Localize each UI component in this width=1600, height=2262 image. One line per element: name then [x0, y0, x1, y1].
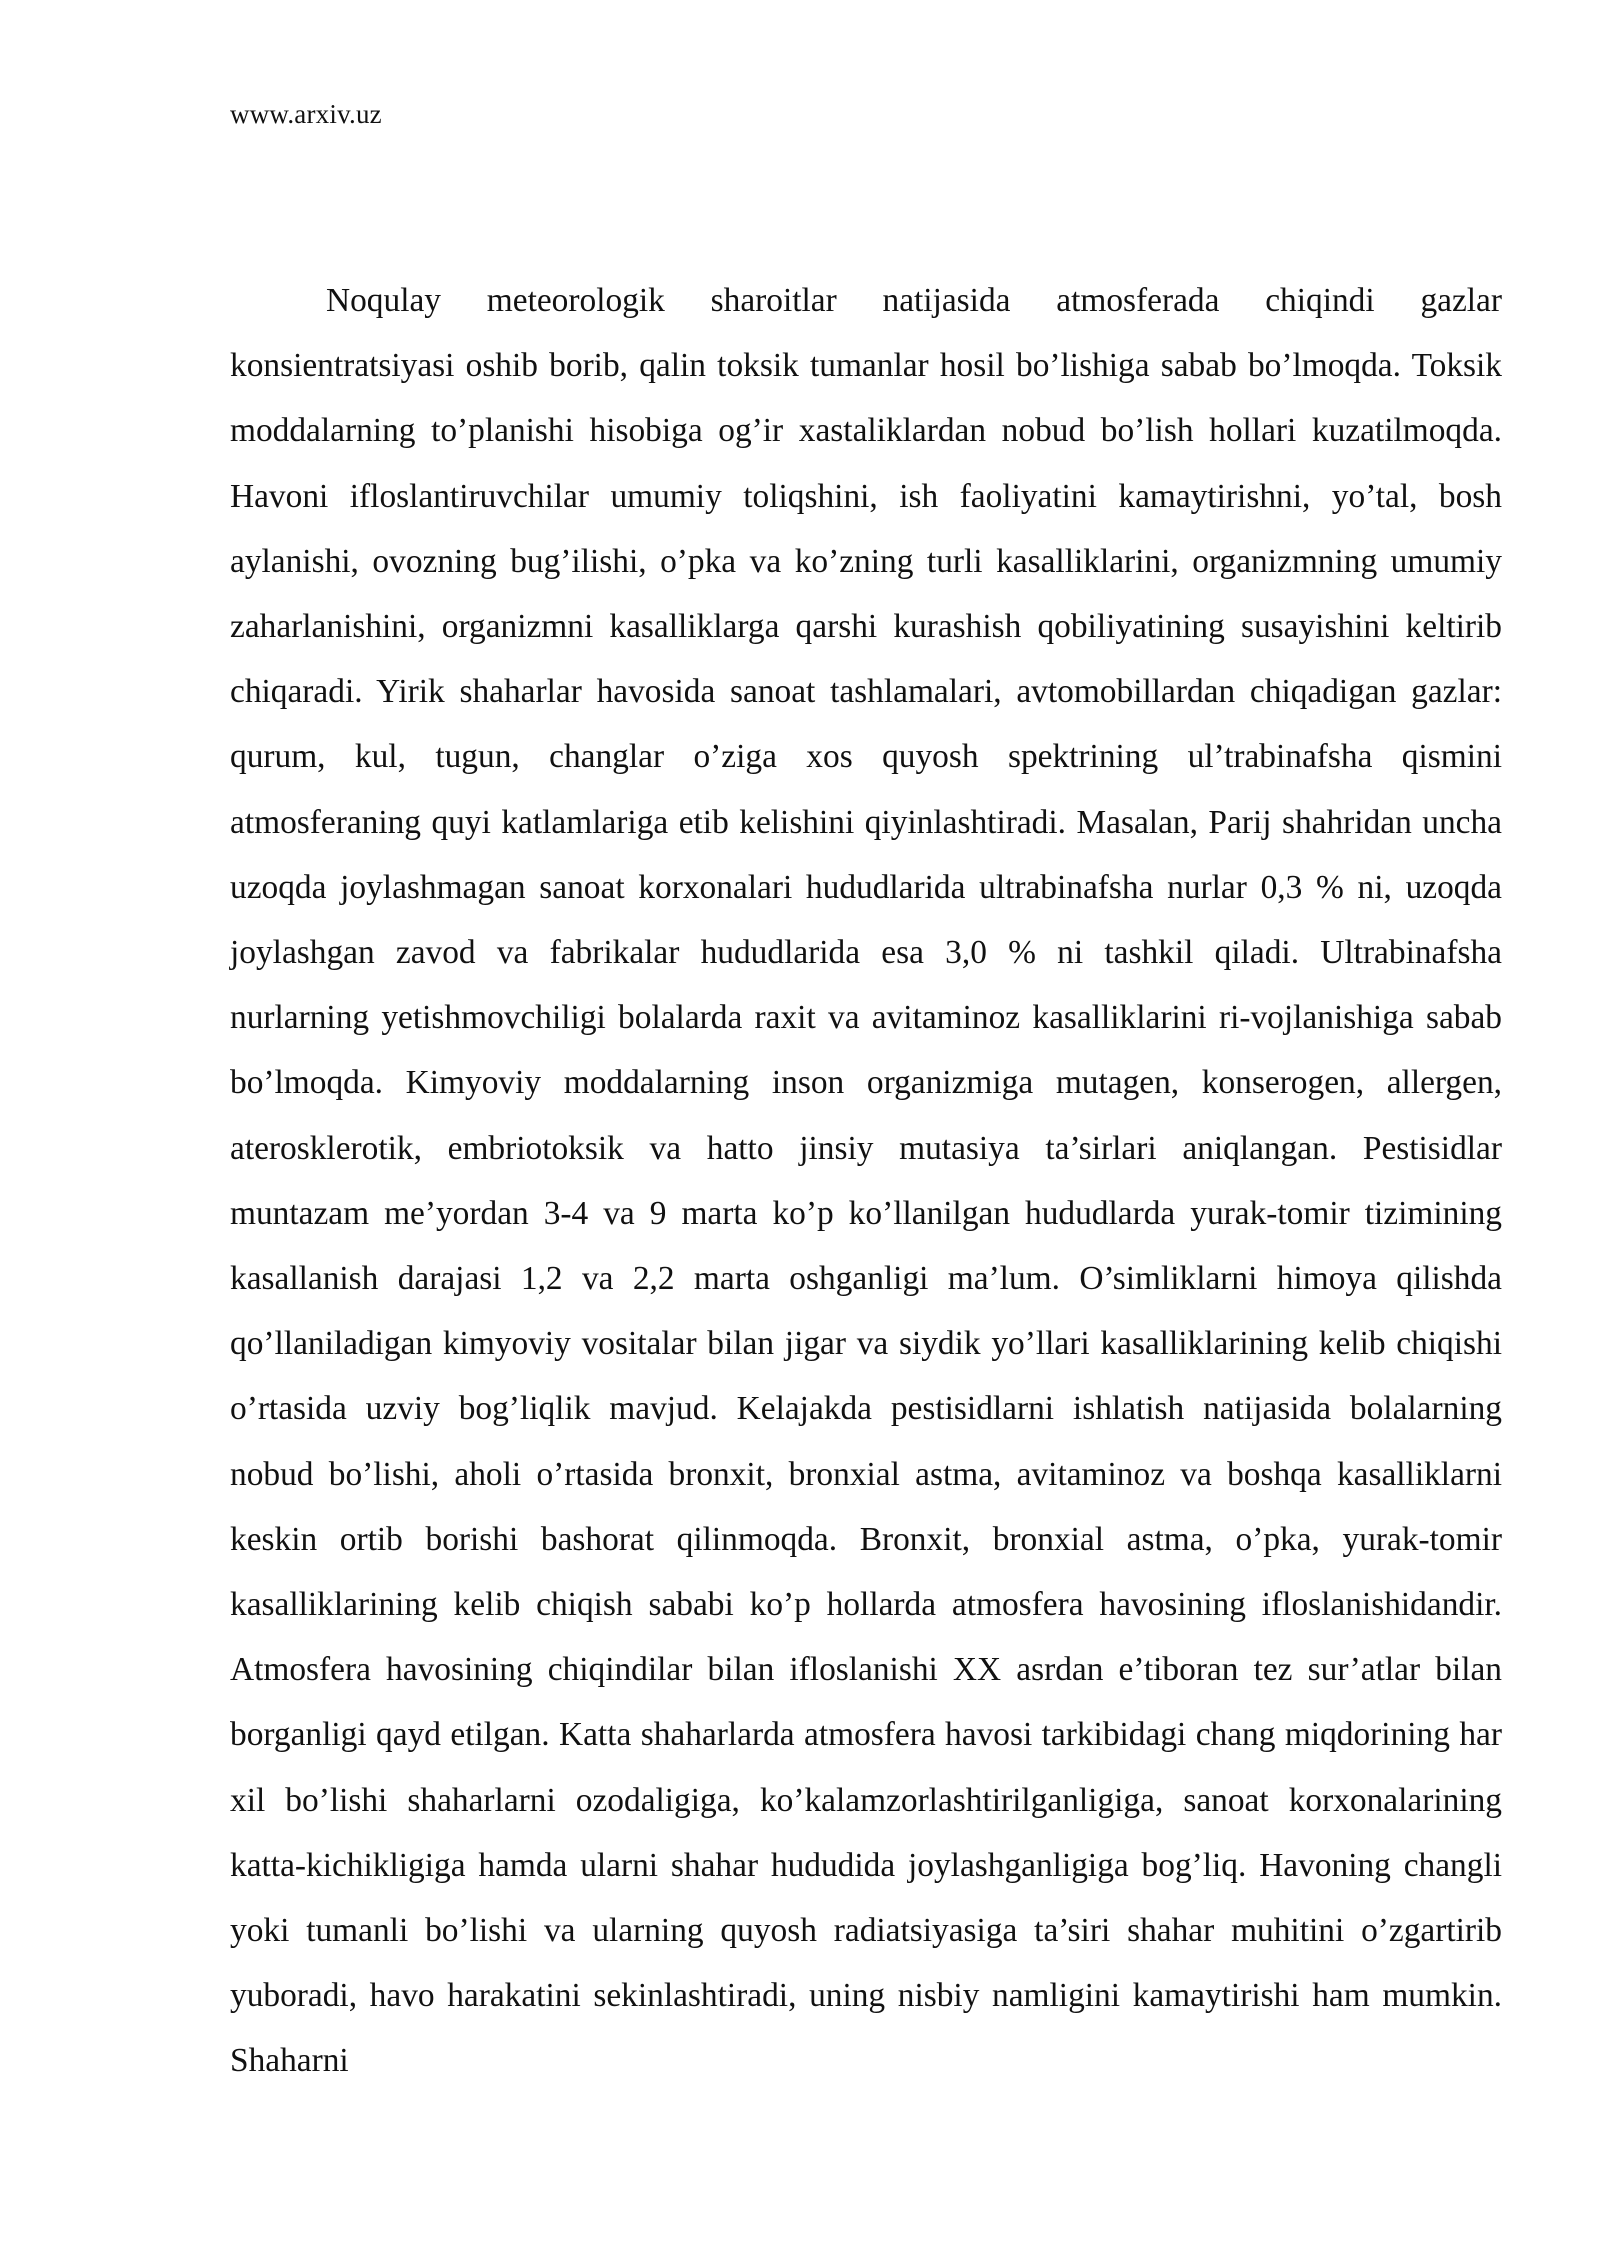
body-paragraph: Noqulay meteorologik sharoitlar natijasida atmosferada chiqindi gazlar konsientratsiyasi oshib borib, qalin toksik tumanlar hosil bo’lishiga sabab bo’lmoqda. Toksik moddalarning to’planishi hisobiga og’ir xastaliklardan nobud bo’lish hollari kuzatilmoqda. Havoni ifloslantiruvchilar umumiy toliqshini, ish faoliyatini kamaytirishni, yo’tal, bosh aylanishi, ovozning bug’ilishi, o’pka va ko’zning turli kasalliklarini, organizmning umumiy zaharlanishini, organizmni kasalliklarga qarshi kurashish qobiliyatining susayishini keltirib chiqaradi. Yirik shaharlar havosida sanoat tashlamalari, avtomobillardan chiqadigan gazlar: qurum, kul, tugun, changlar o’ziga xos quyosh spektrining ul’trabinafsha qismini atmosferaning quyi katlamlariga etib kelishini qiyinlashtiradi. Masalan, Parij shahridan uncha uzoqda joylashmagan sanoat korxonalari hududlarida ultrabinafsha nurlar 0,3 % ni, uzoqda joylashgan zavod va fabrikalar hududlarida esa 3,0 % ni tashkil qiladi. Ultrabinafsha nurlarning yetishmovchiligi bolalarda raxit va avitaminoz kasalliklarini ri-vojlanishiga sabab bo’lmoqda. Kimyoviy moddalarning inson organizmiga mutagen, konserogen, allergen, aterosklerotik, embriotoksik va hatto jinsiy mutasiya ta’sirlari aniqlangan. Pestisidlar muntazam me’yordan 3-4 va 9 marta ko’p ko’llanilgan hududlarda yurak-tomir tizimining kasallanish darajasi 1,2 va 2,2 marta oshganligi ma’lum. O’simliklarni himoya qilishda qo’llaniladigan kimyoviy vositalar bilan jigar va siydik yo’llari kasalliklarining kelib chiqishi o’rtasida uzviy bog’liqlik mavjud. Kelajakda pestisidlarni ishlatish natijasida bolalarning nobud bo’lishi, aholi o’rtasida bronxit, bronxial astma, avitaminoz va boshqa kasalliklarni keskin ortib borishi bashorat qilinmoqda. Bronxit, bronxial astma, o’pka, yurak-tomir kasalliklarining kelib chiqish sababi ko’p hollarda atmosfera havosining ifloslanishidandir. Atmosfera havosining chiqindilar bilan ifloslanishi XX asrdan e’tiboran tez sur’atlar bilan borganligi qayd etilgan. Katta shaharlarda atmosfera havosi tarkibidagi chang miqdorining har xil bo’lishi shaharlarni ozodaligiga, ko’kalamzorlashtirilganligiga, sanoat korxonalarining katta-kichikligiga hamda ularni shahar hududida joylashganligiga bog’liq. Havoning changli yoki tumanli bo’lishi va ularning quyosh radiatsiyasiga ta’siri shahar muhitini o’zgartirib yuboradi, havo harakatini sekinlashtiradi, uning nisbiy namligini kamaytirishi ham mumkin. Shaharni — [230, 282, 1502, 2080]
header-url: www.arxiv.uz — [230, 99, 382, 129]
